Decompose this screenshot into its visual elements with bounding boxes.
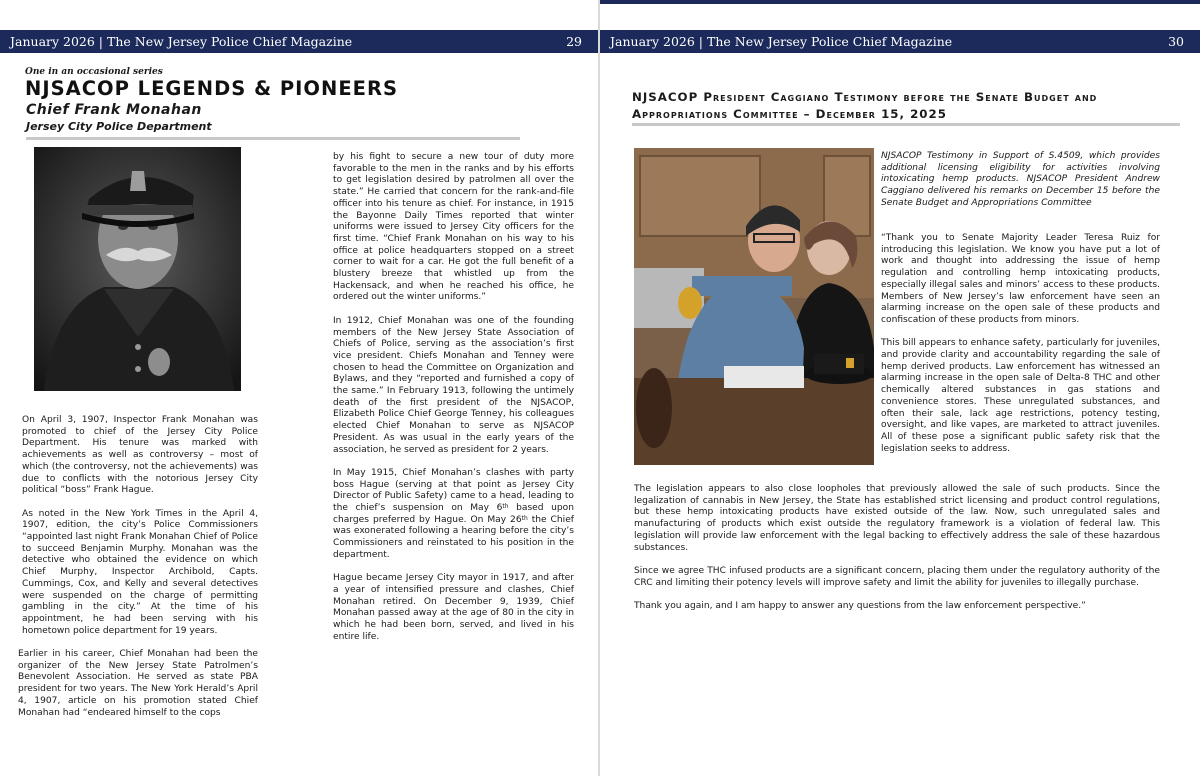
paragraph: Thank you again, and I am happy to answer any questions from the law enforcement perspective.” xyxy=(634,601,1086,611)
testimony-full-width xyxy=(634,484,1160,624)
paragraph: “Thank you to Senate Majority Leader Teresa Ruiz for introducing this legislation. We know you have put a lot of work and thought into addressing the issue of hemp regulation and controlling hemp intoxicating products, especially illegal sales and minors’ access to these products. Members of New Jersey’s law enforcement have seen an alarming increase on the open sale of these products and confiscation of these products from minors. xyxy=(881,233,1160,325)
chief-name: Chief Frank Monahan xyxy=(26,102,202,118)
paragraph: On April 3, 1907, Inspector Frank Monahan was promoted to chief of the Jersey City Police Department. His tenure was marked with achievements as well as controversy – most of which (the controversy, not the achievements) was due to conflicts with the notorious Jersey City political “boss” Frank Hague. xyxy=(22,415,258,496)
text-run: the Chief was exonerated following a hearing before the city’s Commissioners and reinstated to his position in the department. xyxy=(333,514,574,560)
right-page-header xyxy=(600,30,1200,53)
series-label: One in an occasional series xyxy=(25,67,163,77)
top-accent-bar xyxy=(600,0,1200,4)
article-title: NJSACOP President Caggiano Testimony before the Senate Budget and Appropriations Committee – December 15, 2025 xyxy=(632,90,1098,121)
paragraph: In 1912, Chief Monahan was one of the founding members of the New Jersey State Association of Chiefs of Police, serving as the association’s first vice president. Chiefs Monahan and Tenney were chosen to head the Committee on Organization and Bylaws, and they “reported and furnished a copy of the same.” In February 1913, following the untimely death of the first president of the NJSACOP, Elizabeth Police Chief George Tenney, his colleagues elected Chief Monahan to serve as NJSACOP President. As was usual in the early years of the association, he served as president for 2 years. xyxy=(333,315,574,455)
right-header-title: January 2026 | The New Jersey Police Chief Magazine xyxy=(610,34,953,49)
testimony-intro: NJSACOP Testimony in Support of S.4509, which provides additional licensing eligibility for activities involving intoxicating hemp products. NJSACOP President Andrew Caggiano delivered his remarks on December 15 before the Senate Budget and Appropriations Committee xyxy=(881,151,1160,208)
chief-monahan-portrait-photo xyxy=(34,147,241,391)
paragraph xyxy=(333,468,574,562)
left-header-title: January 2026 | The New Jersey Police Chief Magazine xyxy=(10,34,353,49)
ordinal-suffix: th xyxy=(521,514,528,522)
paragraph: by his fight to secure a new tour of duty more favorable to the men in the ranks and by his efforts to get legislation desired by patrolmen all over the state.” He carried that concern for the rank-and-file officer into his tenure as chief. For instance, in 1915 the Bayonne Daily Times reported that winter uniforms were issued to Jersey City officers for the first time. “Chief Frank Monahan on his way to his office at police headquarters stopped on a street corner to wait for a car. He got the full benefit of a blustery breeze that whistled up from the Hackensack, and when he reached his office, he ordered out the winter uniforms.” xyxy=(333,152,574,303)
paragraph: Earlier in his career, Chief Monahan had been the organizer of the New Jersey State Patrolmen’s Benevolent Association. He served as state PBA president for two years. The New York Herald’s April 4, 1907, article on his promotion stated Chief Monahan had “endeared himself to the cops xyxy=(18,649,258,718)
left-column-b xyxy=(333,152,574,655)
paragraph: As noted in the New York Times in the April 4, 1907, edition, the city’s Police Commissioners “appointed last night Frank Monahan Chief of Police to succeed Benjamin Murphy. Monahan was the detective who obtained the evidence on which Chief Murphy, Inspector Archibold, Capts. Cummings, Cox, and Kelly and several detectives were suspended on the charge of permitting gambling in the city.” At the time of his appointment, he had been serving with his hometown police department for 19 years. xyxy=(22,508,258,636)
left-page xyxy=(0,0,598,776)
paragraph: Since we agree THC infused products are a significant concern, placing them under the regulatory authority of the CRC and limiting their potency levels will improve safety and limit the ability for juveniles to illegally purchase. xyxy=(634,565,1160,588)
ordinal-suffix: th xyxy=(502,503,509,511)
text-run: In May 1915, Chief Monahan’s clashes with party boss Hague (serving at that point as Jersey City Director of Public Safety) came to a head, leading to the chief’s suspension on May 6 xyxy=(333,467,574,514)
paragraph: The legislation appears to also close loopholes that previously allowed the sale of such products. Since the legalization of cannabis in New Jersey, the State has established strict licensing and product control regulations, but these hemp intoxicating products have existed outside of the law. Now, such unregulated sales and manufacturing of products which exist outside the regulatory framework is a violation of federal law. This legislation will provide law enforcement with the legal backing to effectively address the sale of these hazardous substances. xyxy=(634,484,1160,553)
title-rule xyxy=(26,137,520,140)
left-page-number: 29 xyxy=(566,34,582,49)
text-run: based upon charges preferred by Hague. On May 26 xyxy=(333,503,574,525)
department-name: Jersey City Police Department xyxy=(26,120,212,133)
paragraph: This bill appears to enhance safety, particularly for juveniles, and provide clarity and accountability regarding the sale of hemp derived products. Law enforcement has witnessed an alarming increase in the open sale of Delta-8 THC and other chemically altered substances in gas stations and convenience stores. These unregulated substances, and often their sale, lack age restrictions, potency testing, oversight, and like vapes, are marketed to attract juveniles. All of these pose a significant public safety risk that the legislation seeks to address. xyxy=(881,338,1160,454)
paragraph: Hague became Jersey City mayor in 1917, and after a year of intensified pressure and clashes, Chief Monahan retired. On December 9, 1939, Chief Monahan passed away at the age of 80 in the city in which he had been born, served, and lived in his entire life. xyxy=(333,573,574,642)
article-rule xyxy=(632,123,1180,126)
testimony-quote-column xyxy=(881,233,1160,467)
legends-title: NJSACOP LEGENDS & PIONEERS xyxy=(25,77,399,100)
left-column-a xyxy=(18,415,258,731)
right-page-number: 30 xyxy=(1168,34,1184,49)
testimony-photo xyxy=(634,148,874,465)
left-page-header xyxy=(0,30,598,53)
